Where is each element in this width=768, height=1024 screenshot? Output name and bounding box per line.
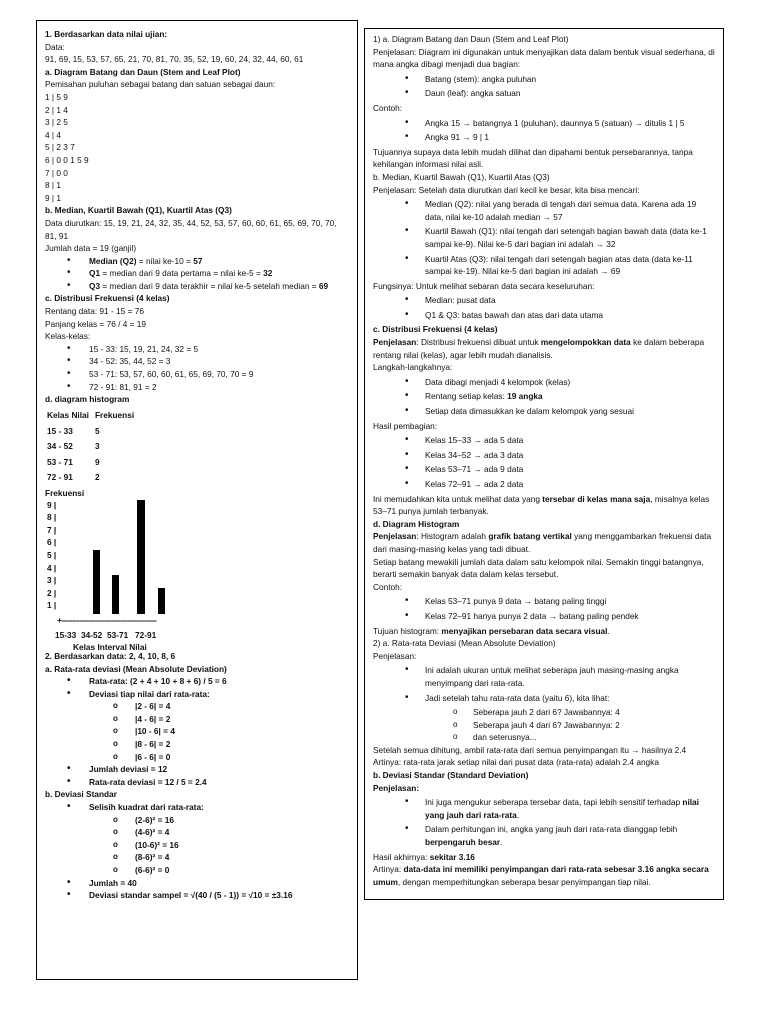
squared-diff-item: o (6-6)² = 0 bbox=[45, 864, 349, 877]
histogram-y-tick: 5 | bbox=[47, 549, 57, 560]
histogram-y-tick: 1 | bbox=[47, 600, 57, 611]
data-label: Data: bbox=[45, 41, 65, 52]
expl-1b-function-bullet: • Q1 & Q3: batas bawah dan atas dari data utama bbox=[373, 309, 715, 322]
expl-2b-bullet: • Dalam perhitungan ini, angka yang jauh dari rata-rata dianggap lebih berpengaruh besar. bbox=[373, 823, 715, 848]
table-cell: 34 - 52 bbox=[47, 441, 73, 452]
expl-2b-meaning: Artinya: data-data ini memiliki penyimpangan dari rata-rata sebesar 3.16 angka secara umum, dengan memperhitungkan seberapa besar penyimpangan tiap nilai. bbox=[373, 864, 709, 887]
expl-1c-step: • Rentang setiap kelas: 19 angka bbox=[373, 390, 715, 403]
histogram-x-axis: +------------------------------------------ bbox=[57, 614, 157, 625]
histogram-x-tick: 15-33 bbox=[55, 629, 77, 640]
expl-1c-title: c. Distribusi Frekuensi (4 kelas) bbox=[373, 324, 498, 335]
left-answer-panel bbox=[36, 20, 358, 980]
expl-2a-meaning: Artinya: rata-rata jarak setiap nilai dari pusat data (rata-rata) adalah 2.4 angka bbox=[373, 757, 659, 768]
expl-1c-steps-title: Langkah-langkahnya: bbox=[373, 362, 453, 373]
squared-diff-item: o (10-6)² = 16 bbox=[45, 839, 349, 852]
expl-1c-note: Ini memudahkan kita untuk melihat data yang tersebar di kelas mana saja, misalnya kelas 53–71 punya jumlah terbanyak. bbox=[373, 493, 710, 517]
class-bullet: • 72 - 91: 81, 91 = 2 bbox=[45, 381, 349, 394]
stem-row: 8 | 1 bbox=[45, 180, 61, 191]
class-bullet: • 34 - 52: 35, 44, 52 = 3 bbox=[45, 355, 349, 368]
stem-leaf-desc: Pemisahan puluhan sebagai batang dan satuan sebagai daun: bbox=[45, 79, 276, 90]
histogram-x-tick: 72-91 bbox=[135, 629, 157, 640]
histogram-y-tick: 9 | bbox=[47, 499, 57, 510]
expl-1a-text: Penjelasan: Diagram ini digunakan untuk menyajikan data dalam bentuk visual sederhana, di mana angka dibagi menjadi dua bagian: bbox=[373, 46, 715, 70]
table-cell: 2 bbox=[94, 472, 100, 483]
squared-diff-item: o (8-6)² = 4 bbox=[45, 851, 349, 864]
expl-1b-function: Fungsinya: Untuk melihat sebaran data secara keseluruhan: bbox=[373, 280, 595, 291]
std-dev-title: b. Deviasi Standar bbox=[45, 789, 117, 800]
expl-1c-result-title: Hasil pembagian: bbox=[373, 420, 438, 431]
expl-2a-bullet: • Jadi setelah tahu rata-rata data (yaitu 6), kita lihat: bbox=[373, 692, 715, 705]
deviation-item: o |10 - 6| = 4 bbox=[45, 725, 349, 738]
expl-1a-title: 1) a. Diagram Batang dan Daun (Stem and Leaf Plot) bbox=[373, 34, 569, 44]
expl-2a-title: 2) a. Rata-rata Deviasi (Mean Absolute Deviation) bbox=[373, 638, 556, 649]
expl-1c-step: • Setiap data dimasukkan ke dalam kelompok yang sesuai bbox=[373, 405, 715, 418]
table-row bbox=[47, 454, 140, 470]
section-1-title: 1. Berdasarkan data nilai ujian: bbox=[45, 29, 168, 39]
right-explanation-panel bbox=[364, 28, 724, 900]
expl-1b-function-bullet: • Median: pusat data bbox=[373, 294, 715, 307]
expl-2b-title: b. Deviasi Standar (Standard Deviation) bbox=[373, 770, 529, 781]
section-2-title: 2. Berdasarkan data: 2, 4, 10, 8, 6 bbox=[45, 650, 176, 661]
stem-row: 7 | 0 0 bbox=[45, 167, 68, 178]
histogram-bar bbox=[112, 575, 119, 614]
range-line: Rentang data: 91 - 15 = 76 bbox=[45, 306, 144, 317]
histogram-y-tick: 2 | bbox=[47, 587, 57, 598]
expl-1c-text: Penjelasan: Distribusi frekuensi dibuat untuk mengelompokkan data ke dalam beberapa rentang nilai (kelas), agar lebih mudah dianalisis. bbox=[373, 337, 705, 360]
histogram-bar bbox=[137, 500, 145, 614]
median-bullet: • Median (Q2) = nilai ke-10 = 57 bbox=[45, 255, 349, 268]
stem-row: 3 | 2 5 bbox=[45, 117, 68, 128]
expl-2b-bullet: • Ini juga mengukur seberapa tersebar data, tapi lebih sensitif terhadap nilai yang jauh dari rata-rata. bbox=[373, 796, 715, 821]
frequency-table bbox=[47, 408, 140, 486]
histogram-y-title: Frekuensi bbox=[45, 488, 85, 499]
expl-1d-contoh: Contoh: bbox=[373, 581, 403, 592]
stem-leaf-rows bbox=[45, 91, 349, 204]
deviation-item: o |8 - 6| = 2 bbox=[45, 738, 349, 751]
expl-1b-bullet: • Median (Q2): nilai yang berada di tengah dari semua data. Karena ada 19 data, nilai ke-10 adalah median → 57 bbox=[373, 198, 715, 223]
histogram-y-tick: 8 | bbox=[47, 512, 57, 523]
deviation-item: o |6 - 6| = 0 bbox=[45, 751, 349, 764]
table-header-row bbox=[47, 408, 140, 424]
table-cell: 3 bbox=[94, 441, 100, 452]
class-bullet: • 53 - 71: 53, 57, 60, 60, 61, 65, 69, 70, 70 = 9 bbox=[45, 368, 349, 381]
expl-2a-bullet: • Ini adalah ukuran untuk melihat seberapa jauh masing-masing angka menyimpang dari rata-rata. bbox=[373, 664, 715, 689]
stem-row: 2 | 1 4 bbox=[45, 104, 68, 115]
squared-sum-bullet: • Jumlah = 40 bbox=[45, 877, 349, 890]
histogram-bar bbox=[158, 588, 165, 614]
sorted-data: Data diurutkan: 15, 19, 21, 24, 32, 35, 44, 52, 53, 57, 60, 60, 61, 65, 69, 70, 70, 81, 91 bbox=[45, 217, 337, 241]
expl-1a-goal: Tujuannya supaya data lebih mudah dilihat dan dipahami bentuk persebarannya, tanpa kehilangan informasi nilai asli. bbox=[373, 146, 693, 170]
expl-1c-result: • Kelas 53–71 → ada 9 data bbox=[373, 463, 715, 476]
histogram-title: d. diagram histogram bbox=[45, 394, 130, 405]
expl-1a-contoh: Contoh: bbox=[373, 102, 403, 113]
expl-1c-result: • Kelas 72–91 → ada 2 data bbox=[373, 478, 715, 491]
expl-1b-title: b. Median, Kuartil Bawah (Q1), Kuartil Atas (Q3) bbox=[373, 171, 550, 182]
table-row bbox=[47, 423, 140, 439]
table-cell: 15 - 33 bbox=[47, 425, 73, 436]
expl-1c-result: • Kelas 34–52 → ada 3 data bbox=[373, 449, 715, 462]
data-count: Jumlah data = 19 (ganjil) bbox=[45, 243, 137, 254]
histogram-y-tick: 6 | bbox=[47, 537, 57, 548]
expl-1d-example: • Kelas 53–71 punya 9 data → batang paling tinggi bbox=[373, 595, 715, 608]
expl-2a-sub: o dan seterusnya... bbox=[373, 731, 715, 744]
expl-2b-label: Penjelasan: bbox=[373, 782, 420, 793]
expl-1b-text: Penjelasan: Setelah data diurutkan dari kecil ke besar, kita bisa mencari: bbox=[373, 184, 640, 195]
text-histogram bbox=[45, 500, 345, 650]
table-cell: 72 - 91 bbox=[47, 472, 73, 483]
expl-1b-bullet: • Kuartil Atas (Q3): nilai tengah dari setengah bagian atas data (data ke-11 sampai ke-19). Nilai ke-5 dari bagian ini adalah → 69 bbox=[373, 253, 715, 278]
expl-1d-goal: Tujuan histogram: menyajikan persebaran data secara visual. bbox=[373, 625, 610, 636]
expl-1d-text: Penjelasan: Histogram adalah grafik batang vertikal yang menggambarkan frekuensi data dari masing-masing kelas yang tadi dibuat. bbox=[373, 531, 712, 554]
expl-1d-example: • Kelas 72–91 hanya punya 2 data → batang paling pendek bbox=[373, 610, 715, 623]
table-row bbox=[47, 470, 140, 486]
stem-row: 4 | 4 bbox=[45, 129, 61, 140]
histogram-y-tick: 4 | bbox=[47, 562, 57, 573]
histogram-x-title: Kelas Interval Nilai bbox=[73, 641, 147, 652]
mad-result-bullet: • Rata-rata deviasi = 12 / 5 = 2.4 bbox=[45, 776, 349, 789]
squared-diff-bullet: • Selisih kuadrat dari rata-rata: bbox=[45, 801, 349, 814]
expl-1a-example: • Angka 15 → batangnya 1 (puluhan), daunnya 5 (satuan) → ditulis 1 | 5 bbox=[373, 117, 715, 130]
expl-1d-title: d. Diagram Histogram bbox=[373, 518, 460, 529]
stem-row: 5 | 2 3 7 bbox=[45, 142, 75, 153]
deviation-item: o |2 - 6| = 4 bbox=[45, 700, 349, 713]
histogram-x-tick: 53-71 bbox=[107, 629, 129, 640]
q1-bullet: • Q1 = median dari 9 data pertama = nilai ke-5 = 32 bbox=[45, 267, 349, 280]
squared-diff-item: o (2-6)² = 16 bbox=[45, 814, 349, 827]
histogram-x-tick: 34-52 bbox=[81, 629, 103, 640]
expl-2a-sub: o Seberapa jauh 2 dari 6? Jawabannya: 4 bbox=[373, 706, 715, 719]
deviation-item: o |4 - 6| = 2 bbox=[45, 713, 349, 726]
class-bullet: • 15 - 33: 15, 19, 21, 24, 32 = 5 bbox=[45, 343, 349, 356]
expl-1d-text2: Setiap batang mewakili jumlah data dalam satu kelompok nilai. Semakin tinggi batangnya, berarti semakin banyak data dalam kelas tersebut. bbox=[373, 556, 704, 580]
expl-1b-bullet: • Kuartil Bawah (Q1): nilai tengah dari setengah bagian bawah data (data ke-1 sampai ke-9). Nilai ke-5 dari bagian ini adalah → 32 bbox=[373, 225, 715, 250]
expl-2a-label: Penjelasan: bbox=[373, 650, 417, 661]
stem-leaf-title: a. Diagram Batang dan Daun (Stem and Leaf Plot) bbox=[45, 66, 241, 77]
histogram-y-tick: 3 | bbox=[47, 575, 57, 586]
freq-dist-title: c. Distribusi Frekuensi (4 kelas) bbox=[45, 293, 170, 304]
class-width-line: Panjang kelas = 76 / 4 = 19 bbox=[45, 318, 147, 329]
table-cell: 9 bbox=[94, 456, 100, 467]
stem-row: 9 | 1 bbox=[45, 192, 61, 203]
table-cell: 5 bbox=[94, 425, 100, 436]
median-quartile-title: b. Median, Kuartil Bawah (Q1), Kuartil Atas (Q3) bbox=[45, 205, 232, 216]
stem-row: 1 | 5 9 bbox=[45, 91, 68, 102]
table-cell: 53 - 71 bbox=[47, 456, 73, 467]
expl-1a-bullet: • Batang (stem): angka puluhan bbox=[373, 73, 715, 86]
expl-2a-sub: o Seberapa jauh 4 dari 6? Jawabannya: 2 bbox=[373, 719, 715, 732]
classes-label: Kelas-kelas: bbox=[45, 331, 91, 342]
expl-1a-bullet: • Daun (leaf): angka satuan bbox=[373, 87, 715, 100]
expl-1c-result: • Kelas 15–33 → ada 5 data bbox=[373, 434, 715, 447]
expl-1c-step: • Data dibagi menjadi 4 kelompok (kelas) bbox=[373, 376, 715, 389]
mad-title: a. Rata-rata deviasi (Mean Absolute Deviation) bbox=[45, 663, 227, 674]
table-header: Kelas Nilai bbox=[47, 410, 89, 421]
data-values: 91, 69, 15, 53, 57, 65, 21, 70, 81, 70, 35, 52, 19, 60, 24, 32, 44, 60, 61 bbox=[45, 54, 304, 65]
q3-bullet: • Q3 = median dari 9 data terakhir = nilai ke-5 setelah median = 69 bbox=[45, 280, 349, 293]
expl-1a-example: • Angka 91 → 9 | 1 bbox=[373, 131, 715, 144]
stem-row: 6 | 0 0 1 5 9 bbox=[45, 154, 89, 165]
std-dev-result-bullet: • Deviasi standar sampel = √(40 / (5 - 1)) = √10 = ±3.16 bbox=[45, 889, 349, 902]
deviation-sum-bullet: • Jumlah deviasi = 12 bbox=[45, 763, 349, 776]
expl-2a-after: Setelah semua dihitung, ambil rata-rata dari semua penyimpangan itu → hasilnya 2.4 bbox=[373, 744, 687, 755]
histogram-bar bbox=[93, 550, 100, 614]
histogram-y-tick: 7 | bbox=[47, 524, 57, 535]
expl-2b-result: Hasil akhirnya: sekitar 3.16 bbox=[373, 851, 475, 862]
table-header: Frekuensi bbox=[94, 410, 135, 421]
mean-bullet: • Rata-rata: (2 + 4 + 10 + 8 + 6) / 5 = 6 bbox=[45, 675, 349, 688]
squared-diff-item: o (4-6)² = 4 bbox=[45, 826, 349, 839]
table-row bbox=[47, 439, 140, 455]
deviation-bullet: • Deviasi tiap nilai dari rata-rata: bbox=[45, 688, 349, 701]
